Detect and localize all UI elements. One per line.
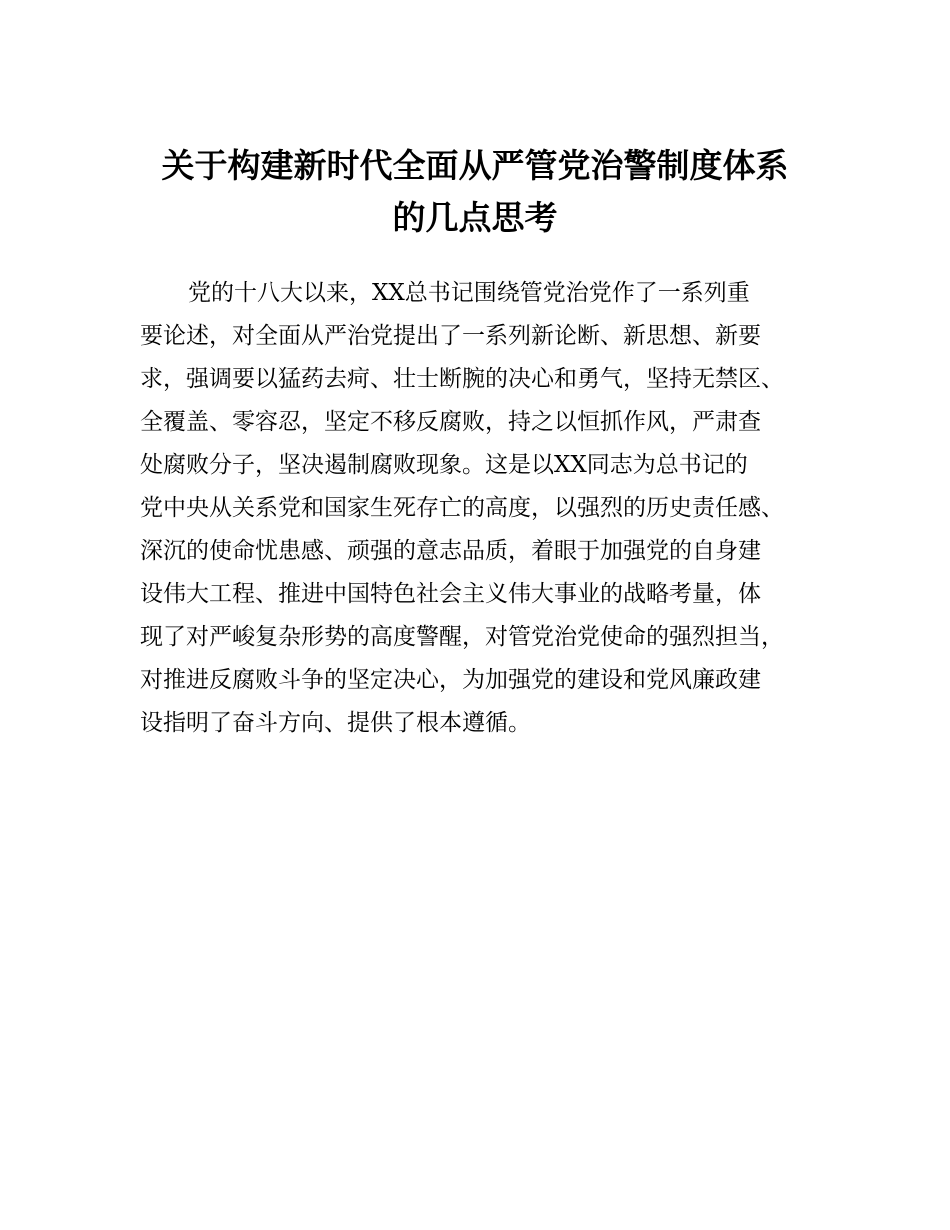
- paragraph-line: 党的十八大以来，XX总书记围绕管党治党作了一系列重: [188, 280, 750, 306]
- paragraph-line: 对推进反腐败斗争的坚定决心，为加强党的建设和党风廉政建: [140, 667, 761, 693]
- paragraph-line: 深沉的使命忧患感、顽强的意志品质，着眼于加强党的自身建: [140, 538, 761, 564]
- paragraph-line: 设伟大工程、推进中国特色社会主义伟大事业的战略考量，体: [140, 581, 761, 607]
- document-paragraph: [140, 272, 830, 745]
- document-title: [0, 140, 950, 244]
- paragraph-line: 要论述，对全面从严治党提出了一系列新论断、新思想、新要: [140, 323, 761, 349]
- paragraph-line: 现了对严峻复杂形势的高度警醒，对管党治党使命的强烈担当，: [140, 624, 784, 650]
- title-line-1: 关于构建新时代全面从严管党治警制度体系: [161, 146, 789, 185]
- paragraph-line: 求，强调要以猛药去疴、壮士断腕的决心和勇气，坚持无禁区、: [140, 366, 784, 392]
- paragraph-line: 设指明了奋斗方向、提供了根本遵循。: [140, 710, 531, 736]
- title-line-2: 的几点思考: [392, 198, 558, 237]
- paragraph-line: 全覆盖、零容忍，坚定不移反腐败，持之以恒抓作风，严肃查: [140, 409, 761, 435]
- paragraph-line: 党中央从关系党和国家生死存亡的高度，以强烈的历史责任感、: [140, 495, 784, 521]
- paragraph-line: 处腐败分子，坚决遏制腐败现象。这是以XX同志为总书记的: [140, 452, 748, 478]
